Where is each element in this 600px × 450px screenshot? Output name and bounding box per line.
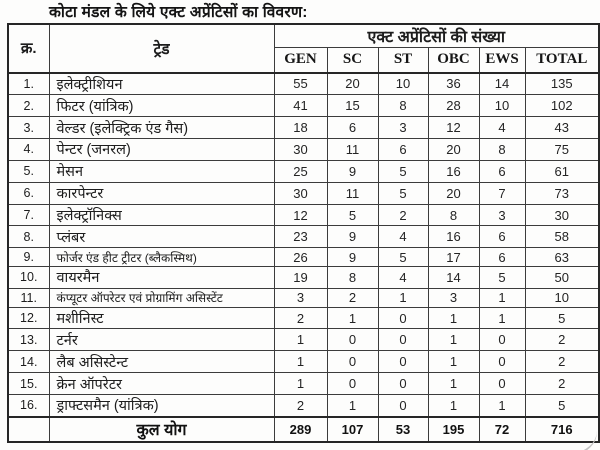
value-cell: 14: [479, 73, 525, 95]
column-header-total: TOTAL: [525, 48, 599, 73]
value-cell: 135: [525, 73, 599, 95]
trade-cell: पेन्टर (जनरल): [49, 139, 274, 161]
table-row: [8, 351, 599, 373]
serial-cell: 4.: [8, 139, 49, 161]
value-cell: 10: [378, 73, 428, 95]
table-row: [8, 288, 599, 307]
serial-cell: 6.: [8, 182, 49, 204]
value-cell: 9: [327, 160, 378, 182]
table-row: [8, 182, 599, 204]
trade-cell: मशीनिस्ट: [49, 307, 274, 329]
value-cell: 26: [274, 248, 327, 267]
total-value-cell: 107: [327, 417, 378, 442]
table-row: [8, 226, 599, 248]
trade-cell: इलेक्ट्रीशियन: [49, 73, 274, 95]
trade-cell: लैब असिस्टेन्ट: [49, 351, 274, 373]
value-cell: 2: [327, 288, 378, 307]
value-cell: 8: [327, 267, 378, 289]
value-cell: 1: [274, 373, 327, 395]
value-cell: 0: [327, 351, 378, 373]
trade-cell: इलेक्ट्रॉनिक्स: [49, 204, 274, 226]
total-value-cell: 716: [525, 417, 599, 442]
total-value-cell: 72: [479, 417, 525, 442]
value-cell: 1: [428, 329, 479, 351]
serial-cell: 1.: [8, 73, 49, 95]
value-cell: 12: [274, 204, 327, 226]
serial-cell: 10.: [8, 267, 49, 289]
trade-cell: कंप्यूटर ऑपरेटर एवं प्रोग्रामिंग असिस्टेंट: [49, 288, 274, 307]
value-cell: 5: [479, 267, 525, 289]
value-cell: 5: [378, 160, 428, 182]
value-cell: 5: [525, 307, 599, 329]
value-cell: 3: [479, 204, 525, 226]
value-cell: 2: [378, 204, 428, 226]
value-cell: 6: [479, 160, 525, 182]
total-value-cell: 53: [378, 417, 428, 442]
trade-cell: क्रेन ऑपरेटर: [49, 373, 274, 395]
value-cell: 3: [274, 288, 327, 307]
value-cell: 0: [378, 394, 428, 416]
value-cell: 0: [479, 373, 525, 395]
value-cell: 15: [327, 95, 378, 117]
value-cell: 12: [428, 117, 479, 139]
value-cell: 0: [378, 351, 428, 373]
trade-cell: वायरमैन: [49, 267, 274, 289]
value-cell: 2: [525, 351, 599, 373]
value-cell: 0: [479, 329, 525, 351]
value-cell: 1: [428, 373, 479, 395]
value-cell: 25: [274, 160, 327, 182]
table-row: [8, 373, 599, 395]
value-cell: 36: [428, 73, 479, 95]
serial-cell: [8, 417, 49, 442]
total-label-cell: कुल योग: [49, 417, 274, 442]
value-cell: 28: [428, 95, 479, 117]
value-cell: 16: [428, 226, 479, 248]
column-header-gen: GEN: [274, 48, 327, 73]
value-cell: 2: [525, 373, 599, 395]
value-cell: 0: [378, 329, 428, 351]
serial-cell: 3.: [8, 117, 49, 139]
table-row: [8, 329, 599, 351]
column-header-obc: OBC: [428, 48, 479, 73]
value-cell: 2: [525, 329, 599, 351]
serial-cell: 12.: [8, 307, 49, 329]
value-cell: 63: [525, 248, 599, 267]
value-cell: 50: [525, 267, 599, 289]
value-cell: 6: [479, 226, 525, 248]
table-row: [8, 95, 599, 117]
value-cell: 5: [327, 204, 378, 226]
value-cell: 18: [274, 117, 327, 139]
value-cell: 30: [525, 204, 599, 226]
value-cell: 9: [327, 248, 378, 267]
value-cell: 30: [274, 139, 327, 161]
value-cell: 6: [378, 139, 428, 161]
serial-cell: 5.: [8, 160, 49, 182]
value-cell: 1: [428, 394, 479, 416]
group-header: एक्ट अप्रेंटिसों की संख्या: [274, 24, 599, 48]
value-cell: 1: [428, 307, 479, 329]
value-cell: 8: [378, 95, 428, 117]
total-row: [8, 417, 599, 442]
trade-cell: वेल्डर (इलेक्ट्रिक एंड गैस): [49, 117, 274, 139]
value-cell: 0: [378, 307, 428, 329]
value-cell: 73: [525, 182, 599, 204]
column-header-trade: ट्रेड: [49, 24, 274, 73]
serial-cell: 11.: [8, 288, 49, 307]
serial-cell: 15.: [8, 373, 49, 395]
trade-cell: मेसन: [49, 160, 274, 182]
value-cell: 1: [327, 307, 378, 329]
value-cell: 8: [479, 139, 525, 161]
trade-cell: फोर्जर एंड हीट ट्रीटर (ब्लैकस्मिथ): [49, 248, 274, 267]
value-cell: 3: [378, 117, 428, 139]
value-cell: 23: [274, 226, 327, 248]
value-cell: 20: [327, 73, 378, 95]
value-cell: 41: [274, 95, 327, 117]
value-cell: 20: [428, 182, 479, 204]
page-title: कोटा मंडल के लिये एक्ट अप्रेंटिसों का विवरण:: [49, 4, 308, 21]
column-header-sc: SC: [327, 48, 378, 73]
value-cell: 55: [274, 73, 327, 95]
value-cell: 8: [428, 204, 479, 226]
total-value-cell: 289: [274, 417, 327, 442]
serial-cell: 16.: [8, 394, 49, 416]
serial-cell: 14.: [8, 351, 49, 373]
serial-cell: 9.: [8, 248, 49, 267]
trade-cell: फिटर (यांत्रिक): [49, 95, 274, 117]
column-header-serial: क्र.: [8, 24, 49, 73]
table-row: [8, 139, 599, 161]
serial-cell: 7.: [8, 204, 49, 226]
value-cell: 9: [327, 226, 378, 248]
column-header-ews: EWS: [479, 48, 525, 73]
table-row: [8, 204, 599, 226]
table-body: [8, 73, 599, 443]
value-cell: 4: [378, 226, 428, 248]
header-row-group: [8, 24, 599, 48]
value-cell: 1: [428, 351, 479, 373]
serial-cell: 8.: [8, 226, 49, 248]
apprentice-table: [7, 23, 600, 443]
value-cell: 4: [479, 117, 525, 139]
total-value-cell: 195: [428, 417, 479, 442]
value-cell: 5: [378, 182, 428, 204]
value-cell: 2: [274, 307, 327, 329]
value-cell: 5: [525, 394, 599, 416]
value-cell: 1: [274, 351, 327, 373]
table-row: [8, 73, 599, 95]
value-cell: 0: [327, 329, 378, 351]
table-row: [8, 248, 599, 267]
trade-cell: प्लंबर: [49, 226, 274, 248]
value-cell: 10: [479, 95, 525, 117]
value-cell: 75: [525, 139, 599, 161]
value-cell: 0: [327, 373, 378, 395]
value-cell: 30: [274, 182, 327, 204]
value-cell: 1: [479, 288, 525, 307]
value-cell: 102: [525, 95, 599, 117]
value-cell: 1: [274, 329, 327, 351]
value-cell: 1: [479, 307, 525, 329]
trade-cell: कारपेन्टर: [49, 182, 274, 204]
value-cell: 1: [378, 288, 428, 307]
trade-cell: ड्राफ्टसमैन (यांत्रिक): [49, 394, 274, 416]
serial-cell: 2.: [8, 95, 49, 117]
value-cell: 1: [327, 394, 378, 416]
table-row: [8, 307, 599, 329]
value-cell: 58: [525, 226, 599, 248]
table-row: [8, 394, 599, 416]
value-cell: 7: [479, 182, 525, 204]
value-cell: 19: [274, 267, 327, 289]
value-cell: 17: [428, 248, 479, 267]
value-cell: 6: [327, 117, 378, 139]
value-cell: 0: [479, 351, 525, 373]
serial-cell: 13.: [8, 329, 49, 351]
value-cell: 43: [525, 117, 599, 139]
value-cell: 5: [378, 248, 428, 267]
value-cell: 11: [327, 182, 378, 204]
value-cell: 61: [525, 160, 599, 182]
value-cell: 20: [428, 139, 479, 161]
value-cell: 14: [428, 267, 479, 289]
value-cell: 10: [525, 288, 599, 307]
value-cell: 16: [428, 160, 479, 182]
value-cell: 4: [378, 267, 428, 289]
value-cell: 11: [327, 139, 378, 161]
value-cell: 3: [428, 288, 479, 307]
value-cell: 1: [479, 394, 525, 416]
table-row: [8, 117, 599, 139]
table-header: [8, 24, 599, 73]
column-header-st: ST: [378, 48, 428, 73]
value-cell: 6: [479, 248, 525, 267]
value-cell: 2: [274, 394, 327, 416]
value-cell: 0: [378, 373, 428, 395]
table-row: [8, 160, 599, 182]
trade-cell: टर्नर: [49, 329, 274, 351]
table-row: [8, 267, 599, 289]
